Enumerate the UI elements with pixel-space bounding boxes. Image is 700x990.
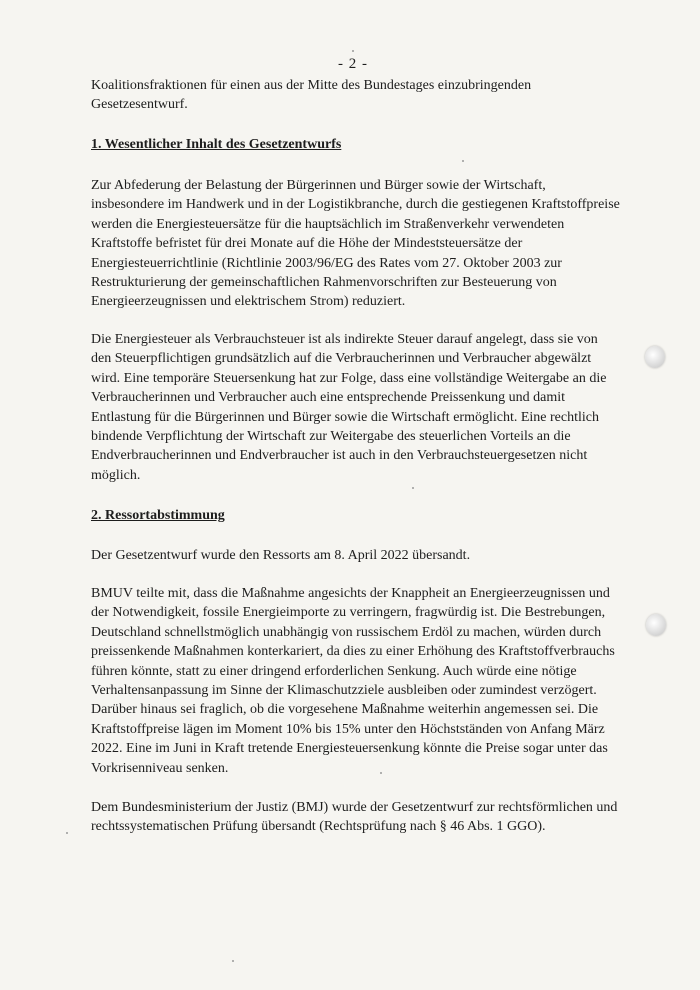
text-line: insbesondere im Handwerk und in der Logistikbranche, durch die gestiegenen Kraftstoffpreise (91, 197, 620, 213)
text-line: preissenkende Maßnahmen konterkariert, da dies zu einer Erhöhung des Kraftstoffverbrauchs (91, 644, 615, 660)
punch-hole (646, 614, 666, 636)
text-line: Endverbraucherinnen und Endverbraucher ist auch in den Verbrauchsteuergesetzen nicht (91, 448, 588, 464)
text-line: Koalitionsfraktionen für einen aus der Mitte des Bundestages einzubringenden (91, 78, 532, 93)
text-line: der Notwendigkeit, fossile Energieimporte zu verringern, fragwürdig ist. Die Bestrebungen, (91, 605, 606, 621)
text-line: Entlastung für die Bürgerinnen und Bürger sowie die Wirtschaft ermöglicht. Eine rechtlich (91, 409, 599, 425)
intro-paragraph (91, 76, 531, 115)
text-line: Vorkrisenniveau senken. (91, 760, 229, 776)
section-2-paragraph-2 (91, 584, 615, 778)
text-line: Zur Abfederung der Belastung der Bürgerinnen und Bürger sowie der Wirtschaft, (91, 178, 546, 193)
text-line: Restrukturierung der gemeinschaftlichen Rahmenvorschriften zur Besteuerung von (91, 275, 557, 291)
text-line: Verhaltensanpassung im Sinne der Klimaschutzziele ausbleiben oder zumindest verzögert. (91, 683, 597, 699)
text-line: bindende Verpflichtung der Wirtschaft zur Weitergabe des steuerlichen Vorteils an die (91, 429, 571, 445)
text-line: möglich. (91, 467, 141, 483)
text-line: Energiesteuerrichtlinie (Richtlinie 2003/96/EG des Rates vom 27. Oktober 2003 zur (91, 255, 562, 271)
text-line: Gesetzesentwurf. (91, 97, 188, 113)
scan-speck (232, 960, 234, 962)
text-line: Energieerzeugnissen und elektrischem Strom) reduziert. (91, 294, 406, 310)
scan-speck (462, 160, 464, 162)
text-line: Die Energiesteuer als Verbrauchsteuer ist als indirekte Steuer darauf angelegt, dass sie von (91, 332, 598, 347)
section-2-paragraph-1 (91, 546, 470, 565)
text-line: den Steuerpflichtigen grundsätzlich auf die Verbraucherinnen und Verbraucher abgewälzt (91, 351, 592, 367)
section-2-paragraph-3 (91, 798, 617, 837)
scan-speck (352, 50, 354, 52)
scan-speck (380, 772, 382, 774)
section-1-heading: 1. Wesentlicher Inhalt des Gesetzentwurfs (91, 137, 342, 152)
page-number: - 2 - (338, 56, 368, 72)
text-line: Dem Bundesministerium der Justiz (BMJ) wurde der Gesetzentwurf zur rechtsförmlichen und (91, 800, 618, 815)
section-2-heading: 2. Ressortabstimmung (91, 508, 225, 523)
text-line: 2022. Eine im Juni in Kraft tretende Energiesteuersenkung könnte die Preise sogar unter das (91, 741, 608, 757)
scan-speck (412, 487, 414, 489)
text-line: Der Gesetzentwurf wurde den Ressorts am 8. April 2022 übersandt. (91, 548, 471, 563)
text-line: BMUV teilte mit, dass die Maßnahme angesichts der Knappheit an Energieerzeugnissen und (91, 586, 610, 601)
text-line: führen könnte, statt zu einer dringend erforderlichen Senkung. Auch würde eine nötige (91, 663, 577, 679)
section-1-paragraph-1 (91, 176, 620, 312)
text-line: Kraftstoffe befristet für drei Monate auf die Höhe der Mindeststeuersätze der (91, 236, 523, 252)
text-line: werden die Energiesteuersätze für die hauptsächlich im Straßenverkehr verwendeten (91, 216, 565, 232)
text-line: Deutschland schnellstmöglich unabhängig von russischem Erdöl zu machen, würden durch (91, 624, 602, 640)
text-line: Verbraucherinnen und Verbraucher auch eine entsprechende Preissenkung und damit (91, 390, 566, 406)
text-line: Kraftstoffpreise lägen im Moment 10% bis 15% unter den Höchstständen von Anfang März (91, 721, 605, 737)
text-line: Darüber hinaus sei fraglich, ob die vorgesehene Maßnahme weiterhin angemessen sei. Die (91, 702, 599, 718)
punch-hole (645, 346, 665, 368)
text-line: wird. Eine temporäre Steuersenkung hat zur Folge, dass eine vollständige Weitergabe an die (91, 370, 607, 386)
scan-speck (66, 832, 68, 834)
text-line: rechtssystematischen Prüfung übersandt (Rechtsprüfung nach § 46 Abs. 1 GGO). (91, 819, 546, 835)
section-1-paragraph-2 (91, 330, 606, 485)
